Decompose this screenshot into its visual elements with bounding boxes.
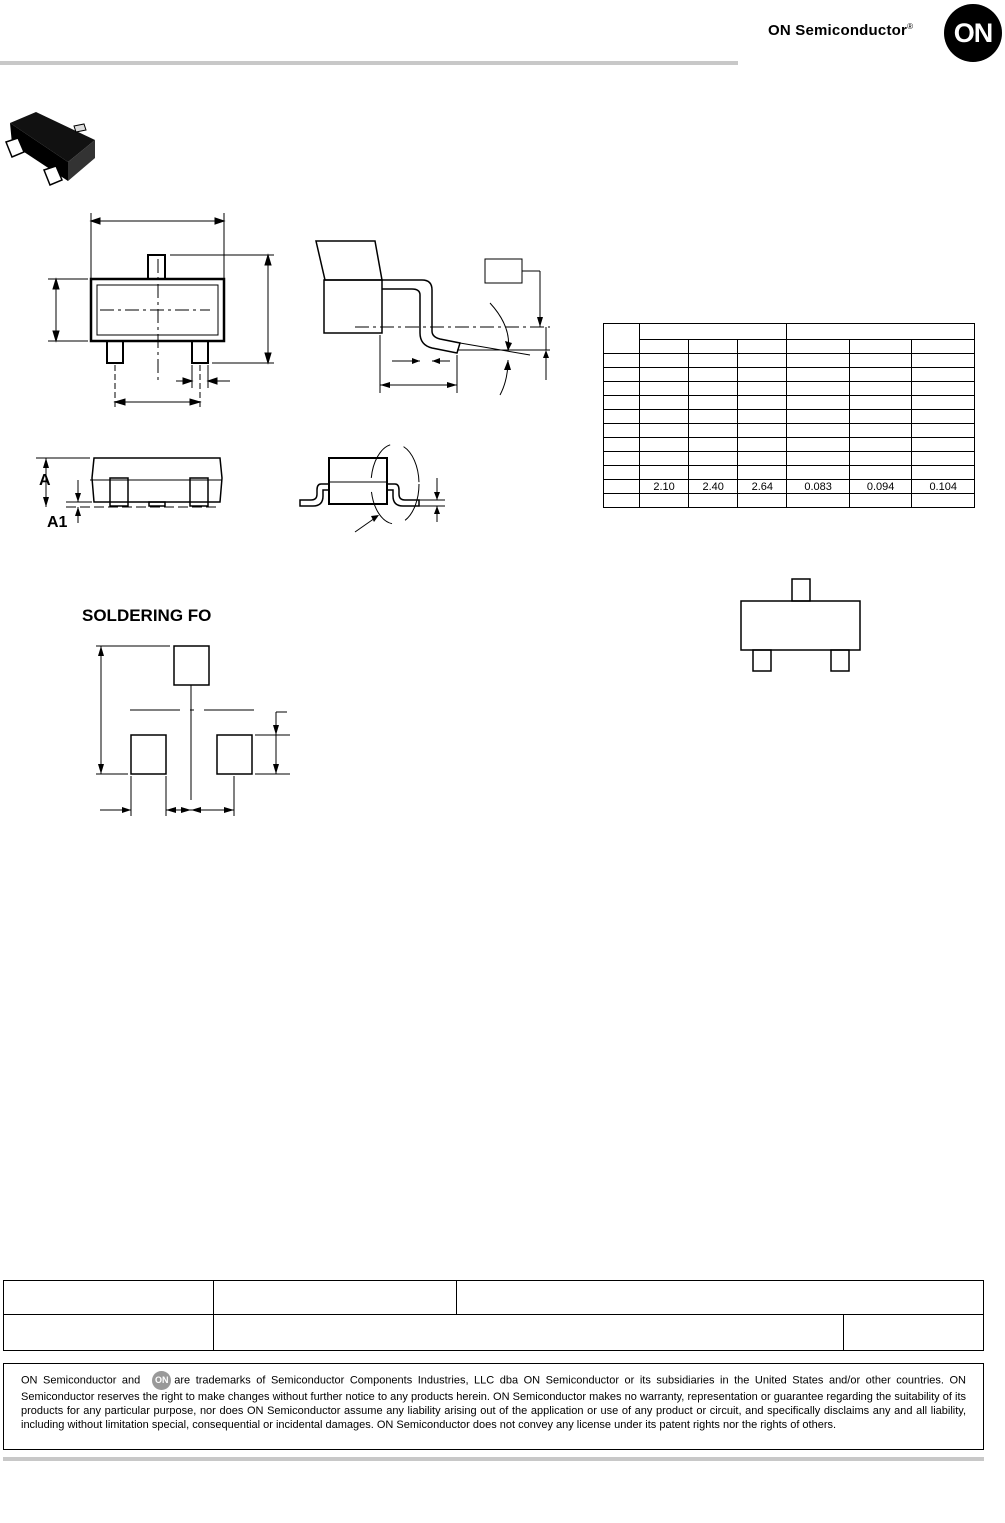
table-header-cell: [640, 324, 787, 340]
table-row: [604, 368, 975, 382]
lead-profile: [382, 280, 460, 353]
table-cell: [912, 368, 975, 382]
table-cell: [738, 382, 787, 396]
table-cell: [640, 452, 689, 466]
table-cell: [689, 382, 738, 396]
side-view-drawing: [300, 225, 565, 405]
footer-cell-description-label: [3, 1314, 214, 1351]
footer-cell-page: [843, 1314, 984, 1351]
side-body-top: [316, 241, 382, 280]
table-cell: [912, 354, 975, 368]
table-cell: [640, 424, 689, 438]
disclaimer-body: are trademarks of Semiconductor Components Industries, LLC dba ON Semiconductor or its subsidiaries in the United States and/or other countries. ON Semiconductor reserves the right to make changes without further notice to any products herein. ON Semiconductor makes no warranty, representation or guarantee regarding the suitability of its products for any particular purpose, nor does ON Semiconductor assume any liability arising out of the application or use of any product or circuit, and specifically disclaims any and all liability, including without limitation special, consequential or incidental damages. ON Semiconductor does not convey any license under its patent rights nor the rights of others.: [21, 1374, 966, 1431]
table-cell: [787, 396, 850, 410]
top-view-drawing: [40, 205, 290, 420]
package-lead-back: [74, 124, 86, 132]
end-lead-left: [300, 484, 329, 506]
table-row: [604, 494, 975, 508]
table-cell: [738, 410, 787, 424]
table-row: [604, 396, 975, 410]
table-cell: [640, 438, 689, 452]
marking-body: [741, 601, 860, 650]
table-cell: [604, 410, 640, 424]
table-cell: [640, 396, 689, 410]
table-cell: [912, 494, 975, 508]
table-cell: 2.10: [640, 480, 689, 494]
end-body: [329, 458, 387, 504]
table-cell: [849, 396, 912, 410]
table-cell: [787, 466, 850, 480]
table-cell: [738, 452, 787, 466]
table-cell: [787, 494, 850, 508]
table-cell: [787, 452, 850, 466]
on-logo: ON: [944, 4, 1002, 62]
table-cell: [689, 354, 738, 368]
marking-pin-1: [753, 650, 771, 671]
table-cell: [604, 382, 640, 396]
datum-box: [485, 259, 522, 283]
table-cell: [738, 494, 787, 508]
table-subheader-row: [604, 340, 975, 354]
table-cell: [604, 494, 640, 508]
pad-1: [131, 735, 166, 774]
table-cell: [912, 438, 975, 452]
table-cell: [640, 382, 689, 396]
table-cell: [849, 494, 912, 508]
table-cell: [738, 438, 787, 452]
table-cell: [640, 354, 689, 368]
table-cell: [604, 466, 640, 480]
table-cell: [912, 452, 975, 466]
side-body: [324, 280, 382, 333]
table-cell: 0.104: [912, 480, 975, 494]
footer-cell-note: [456, 1280, 984, 1315]
table-cell: [912, 424, 975, 438]
brand-name: ON Semiconductor®: [768, 22, 914, 39]
pad-2: [217, 735, 252, 774]
table-cell: [604, 424, 640, 438]
table-cell: [604, 452, 640, 466]
table-cell: [849, 354, 912, 368]
table-subheader-cell: [689, 340, 738, 354]
table-row: [604, 438, 975, 452]
table-cell: [689, 494, 738, 508]
end-lead-right: [387, 484, 419, 506]
table-subheader-cell: [912, 340, 975, 354]
legal-disclaimer: [3, 1363, 984, 1450]
table-cell: [640, 466, 689, 480]
table-header-cell: [787, 324, 975, 340]
table-cell: 2.40: [689, 480, 738, 494]
table-cell: [689, 410, 738, 424]
table-cell: [787, 410, 850, 424]
label-a: A: [39, 472, 51, 489]
table-cell: [738, 424, 787, 438]
table-row: [604, 480, 975, 494]
table-cell: [912, 382, 975, 396]
table-cell: [604, 480, 640, 494]
table-subheader-cell: [787, 340, 850, 354]
label-a1: A1: [47, 514, 68, 531]
on-logo-small: ON: [152, 1371, 171, 1390]
header-rule: [0, 61, 738, 65]
table-cell: [787, 354, 850, 368]
table-cell: [604, 396, 640, 410]
table-cell: [640, 494, 689, 508]
table-cell: [738, 368, 787, 382]
table-cell: [912, 466, 975, 480]
table-cell: [849, 452, 912, 466]
table-cell: [738, 396, 787, 410]
table-cell: [912, 396, 975, 410]
table-row: [604, 382, 975, 396]
table-cell: [604, 368, 640, 382]
pad-3: [174, 646, 209, 685]
disclaimer-lead: ON Semiconductor and: [21, 1374, 141, 1387]
table-cell: [849, 438, 912, 452]
table-cell: [640, 410, 689, 424]
table-cell: [640, 368, 689, 382]
table-subheader-cell: [640, 340, 689, 354]
package-3d-image: [0, 100, 110, 190]
table-cell: 0.094: [849, 480, 912, 494]
table-cell: [738, 466, 787, 480]
end-view-drawing: [295, 432, 455, 537]
table-cell: [689, 452, 738, 466]
footer-cell-document-number: [3, 1280, 214, 1315]
table-subheader-cell: [849, 340, 912, 354]
table-row: [604, 466, 975, 480]
table-cell: [689, 368, 738, 382]
table-cell: [849, 466, 912, 480]
table-row: [604, 354, 975, 368]
table-cell: [787, 424, 850, 438]
table-cell: [604, 438, 640, 452]
table-cell: [689, 466, 738, 480]
table-cell: 2.64: [738, 480, 787, 494]
table-row: [604, 410, 975, 424]
table-subheader-cell: [738, 340, 787, 354]
table-cell: [689, 396, 738, 410]
table-cell: [849, 368, 912, 382]
pin-3: [148, 255, 165, 279]
footer-cell-description: [213, 1314, 844, 1351]
table-header-row: [604, 324, 975, 340]
table-cell: [689, 438, 738, 452]
marking-diagram: [735, 575, 870, 680]
marking-pin-2: [831, 650, 849, 671]
soldering-footprint-drawing: [90, 640, 300, 820]
table-cell: [849, 410, 912, 424]
footer-cell-descriptor: [213, 1280, 457, 1315]
table-cell: [689, 424, 738, 438]
pin-2: [192, 341, 208, 363]
dimension-table: [603, 323, 975, 508]
table-header-cell: [604, 324, 640, 354]
table-row: [604, 452, 975, 466]
table-cell: [849, 382, 912, 396]
table-cell: 0.083: [787, 480, 850, 494]
soldering-footprint-title: SOLDERING FO: [82, 606, 212, 625]
table-cell: [787, 382, 850, 396]
pin-1: [107, 341, 123, 363]
table-cell: [787, 368, 850, 382]
table-cell: [787, 438, 850, 452]
table-row: [604, 424, 975, 438]
front-pin-mid: [149, 502, 165, 506]
table-cell: [849, 424, 912, 438]
marking-pin-3: [792, 579, 810, 601]
footer-rule: [3, 1457, 984, 1461]
table-cell: [738, 354, 787, 368]
table-cell: [604, 354, 640, 368]
table-cell: [912, 410, 975, 424]
